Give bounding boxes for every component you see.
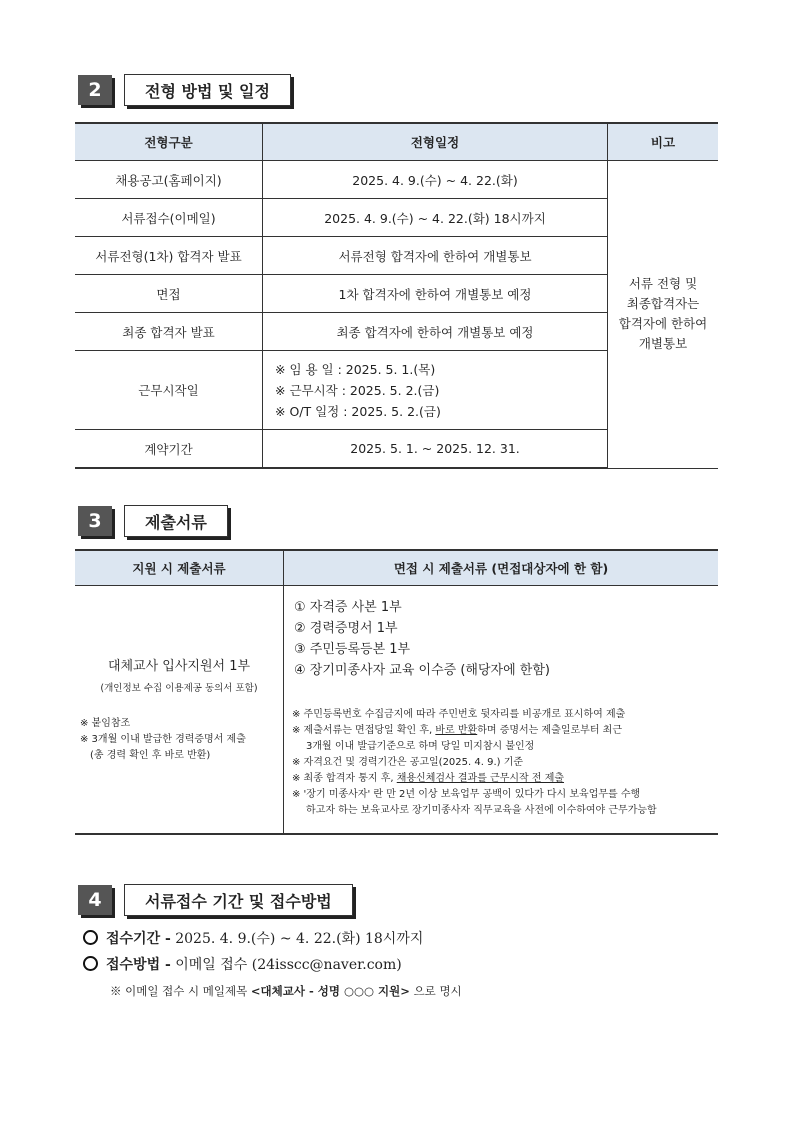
section-4-heading <box>78 884 353 916</box>
documents-table <box>75 549 718 835</box>
column-header: 비고 <box>608 123 719 161</box>
attach-note: ※ 3개월 이내 발급한 경력증명서 제출 <box>80 734 246 745</box>
interview-doc: ① 자격증 사본 1부 <box>294 600 402 615</box>
schedule-cell <box>263 351 608 430</box>
stage-cell: 채용공고(홈페이지) <box>75 161 263 199</box>
schedule-cell: 2025. 5. 1. ~ 2025. 12. 31. <box>263 430 608 469</box>
stage-cell: 계약기간 <box>75 430 263 469</box>
period-value: 2025. 4. 9.(수) ~ 4. 22.(화) 18시까지 <box>175 931 424 947</box>
schedule-cell: 최종 합격자에 한하여 개별통보 예정 <box>263 313 608 351</box>
period-line <box>83 928 423 948</box>
note-line: 하고자 하는 보육교사로 장기미종사자 직무교육을 사전에 이수하여야 근무가능함 <box>306 805 657 816</box>
note-line: 최종합격자는 <box>626 296 700 312</box>
note-line: 3개월 이내 발급기준으로 하며 당일 미지참시 불인정 <box>306 741 535 752</box>
column-header: 전형구분 <box>75 123 263 161</box>
interview-docs-cell <box>284 586 719 835</box>
email-note: ※ 이메일 접수 시 메일제목 <대체교사 - 성명 ○○○ 지원> 으로 명시 <box>110 984 462 998</box>
circle-bullet-icon <box>83 930 98 945</box>
schedule-table <box>75 122 718 469</box>
column-header: 지원 시 제출서류 <box>75 550 284 586</box>
interview-doc-list <box>292 597 717 681</box>
stage-cell: 서류전형(1차) 합격자 발표 <box>75 237 263 275</box>
note-cell <box>608 161 719 469</box>
schedule-cell: 1차 합격자에 한하여 개별통보 예정 <box>263 275 608 313</box>
section-title: 제출서류 <box>124 505 228 537</box>
schedule-line: ※ 근무시작 : 2025. 5. 2.(금) <box>275 382 440 398</box>
attach-notes <box>76 716 282 764</box>
section-title: 전형 방법 및 일정 <box>124 74 291 106</box>
circle-bullet-icon <box>83 956 98 971</box>
interview-doc: ④ 장기미종사자 교육 이수증 (해당자에 한함) <box>294 663 550 678</box>
section-number: 4 <box>78 885 112 915</box>
interview-doc: ② 경력증명서 1부 <box>294 621 398 636</box>
method-label: 접수방법 - <box>106 957 171 973</box>
attach-note: ※ 붙임참조 <box>80 718 131 729</box>
column-header: 면접 시 제출서류 (면접대상자에 한 함) <box>284 550 719 586</box>
apply-doc: 대체교사 입사지원서 1부 <box>107 659 251 674</box>
interview-doc: ③ 주민등록등본 1부 <box>294 642 411 657</box>
note-line: 서류 전형 및 <box>628 276 698 292</box>
note-line: 개별통보 <box>638 336 688 352</box>
stage-cell: 최종 합격자 발표 <box>75 313 263 351</box>
method-value: 이메일 접수 (24isscc@naver.com) <box>175 957 402 973</box>
note-line: 합격자에 한하여 <box>618 316 708 332</box>
attach-note: (총 경력 확인 후 바로 반환) <box>90 750 211 761</box>
stage-cell: 근무시작일 <box>75 351 263 430</box>
section-number: 2 <box>78 75 112 105</box>
schedule-cell: 2025. 4. 9.(수) ~ 4. 22.(화) <box>263 161 608 199</box>
apply-docs-cell <box>75 586 284 835</box>
schedule-line: ※ O/T 일정 : 2025. 5. 2.(금) <box>275 403 441 419</box>
method-line <box>83 954 402 974</box>
note-line: ※ 자격요건 및 경력기간은 공고일(2025. 4. 9.) 기준 <box>292 757 524 768</box>
note-line: ※ 제출서류는 면접당일 확인 후, 바로 반환하며 증명서는 제출일로부터 최근 <box>292 725 622 736</box>
period-label: 접수기간 - <box>106 931 171 947</box>
note-line: ※ 최종 합격자 통지 후, 채용신체검사 결과를 근무시작 전 제출 <box>292 773 565 784</box>
note-line: ※ 주민등록번호 수집금지에 따라 주민번호 뒷자리를 비공개로 표시하여 제출 <box>292 709 626 720</box>
section-title: 서류접수 기간 및 접수방법 <box>124 884 353 916</box>
note-line: ※ '장기 미종사자' 란 만 2년 이상 보육업무 공백이 있다가 다시 보육업무를 수행 <box>292 789 641 800</box>
section-number: 3 <box>78 506 112 536</box>
schedule-line: ※ 임 용 일 : 2025. 5. 1.(목) <box>275 361 436 377</box>
section-2-heading <box>78 74 291 106</box>
stage-cell: 면접 <box>75 275 263 313</box>
schedule-cell: 2025. 4. 9.(수) ~ 4. 22.(화) 18시까지 <box>263 199 608 237</box>
schedule-cell: 서류전형 합격자에 한하여 개별통보 <box>263 237 608 275</box>
apply-doc-sub: (개인정보 수집 이용제공 동의서 포함) <box>100 683 258 694</box>
interview-notes <box>292 707 717 823</box>
table-row <box>75 161 718 199</box>
stage-cell: 서류접수(이메일) <box>75 199 263 237</box>
section-3-heading <box>78 505 228 537</box>
column-header: 전형일정 <box>263 123 608 161</box>
